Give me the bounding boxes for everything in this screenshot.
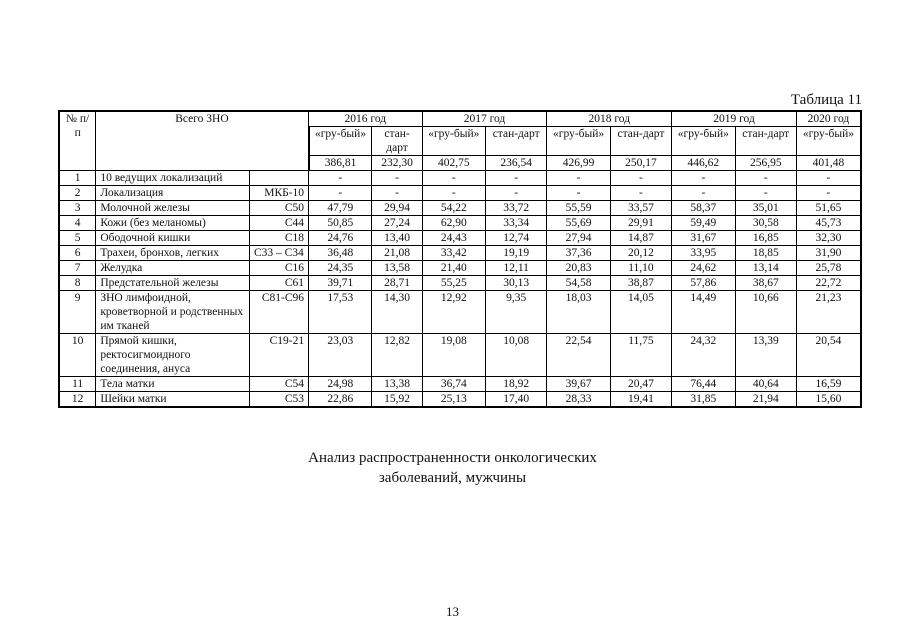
row-value: 62,90 [422, 216, 485, 231]
row-value: 47,79 [309, 201, 372, 216]
total-cell: 446,62 [672, 156, 735, 171]
row-value: 14,87 [610, 231, 671, 246]
row-value: 24,62 [672, 261, 735, 276]
row-value: 39,67 [547, 377, 610, 392]
row-value: 59,49 [672, 216, 735, 231]
row-value: 19,41 [610, 392, 671, 408]
row-localization: Тела матки [96, 377, 249, 392]
row-value: 31,67 [672, 231, 735, 246]
row-icd10-code: С44 [249, 216, 308, 231]
row-value: 29,91 [610, 216, 671, 231]
row-value: 31,90 [796, 246, 861, 261]
row-icd10-code: С19-21 [249, 334, 308, 377]
row-number: 2 [59, 186, 96, 201]
row-value: 45,73 [796, 216, 861, 231]
row-value: - [610, 171, 671, 186]
subheader-standard: стан-дарт [610, 127, 671, 156]
subheader-crude: «гру-бый» [547, 127, 610, 156]
row-value: 10,08 [486, 334, 547, 377]
row-value: - [309, 171, 372, 186]
row-value: - [672, 186, 735, 201]
table-row [59, 334, 861, 377]
row-value: 28,33 [547, 392, 610, 408]
row-value: 33,34 [486, 216, 547, 231]
row-icd10-code: С61 [249, 276, 308, 291]
row-value: 54,58 [547, 276, 610, 291]
row-value: 24,76 [309, 231, 372, 246]
row-value: - [796, 186, 861, 201]
row-value: 21,08 [372, 246, 422, 261]
total-cell: 256,95 [735, 156, 796, 171]
row-value: 14,49 [672, 291, 735, 334]
total-cell: 426,99 [547, 156, 610, 171]
total-cell: 386,81 [309, 156, 372, 171]
header-years-row [59, 111, 861, 127]
row-value: 24,43 [422, 231, 485, 246]
table-row [59, 231, 861, 246]
row-value: 39,71 [309, 276, 372, 291]
row-value: 27,24 [372, 216, 422, 231]
row-value: 51,65 [796, 201, 861, 216]
row-value: 21,40 [422, 261, 485, 276]
row-value: 27,94 [547, 231, 610, 246]
total-cell: 232,30 [372, 156, 422, 171]
incidence-table [58, 110, 862, 408]
total-cell: 402,75 [422, 156, 485, 171]
table-row [59, 377, 861, 392]
row-value: - [547, 171, 610, 186]
row-value: 18,92 [486, 377, 547, 392]
row-value: 20,12 [610, 246, 671, 261]
subheader-crude: «гру-бый» [309, 127, 372, 156]
row-value: 20,54 [796, 334, 861, 377]
row-localization: Трахеи, бронхов, легких [96, 246, 249, 261]
row-value: - [796, 171, 861, 186]
table-row [59, 171, 861, 186]
row-number: 4 [59, 216, 96, 231]
row-value: 10,66 [735, 291, 796, 334]
row-value: 40,64 [735, 377, 796, 392]
year-2018: 2018 год [547, 111, 672, 127]
row-icd10-code: С18 [249, 231, 308, 246]
table-row [59, 201, 861, 216]
row-value: 17,53 [309, 291, 372, 334]
subheader-crude: «гру-бый» [796, 127, 861, 156]
row-value: 25,78 [796, 261, 861, 276]
row-number: 7 [59, 261, 96, 276]
year-2019: 2019 год [672, 111, 797, 127]
row-number: 10 [59, 334, 96, 377]
row-icd10-code: С50 [249, 201, 308, 216]
row-value: 32,30 [796, 231, 861, 246]
row-value: 13,40 [372, 231, 422, 246]
row-localization: ЗНО лимфоидной, кроветворной и родственных им тканей [96, 291, 249, 334]
row-value: 12,11 [486, 261, 547, 276]
section-title-line1: Анализ распространенности онкологических [308, 450, 597, 466]
row-number: 9 [59, 291, 96, 334]
row-value: - [486, 186, 547, 201]
row-value: 38,87 [610, 276, 671, 291]
row-value: 50,85 [309, 216, 372, 231]
row-value: - [547, 186, 610, 201]
table-row [59, 246, 861, 261]
row-value: 22,86 [309, 392, 372, 408]
subheader-crude: «гру-бый» [422, 127, 485, 156]
row-value: - [735, 171, 796, 186]
row-icd10-code: С33 – С34 [249, 246, 308, 261]
table-caption: Таблица 11 [790, 92, 862, 108]
row-localization: Ободочной кишки [96, 231, 249, 246]
row-value: 30,58 [735, 216, 796, 231]
row-value: - [372, 186, 422, 201]
row-icd10-code [249, 171, 308, 186]
row-value: 38,67 [735, 276, 796, 291]
row-value: 33,72 [486, 201, 547, 216]
row-value: 18,85 [735, 246, 796, 261]
row-icd10-code: С54 [249, 377, 308, 392]
row-value: 25,13 [422, 392, 485, 408]
row-value: 22,72 [796, 276, 861, 291]
row-value: 31,85 [672, 392, 735, 408]
row-value: - [422, 171, 485, 186]
total-cell: 250,17 [610, 156, 671, 171]
year-2016: 2016 год [309, 111, 423, 127]
row-value: 17,40 [486, 392, 547, 408]
row-number: 11 [59, 377, 96, 392]
row-value: 12,74 [486, 231, 547, 246]
row-number: 6 [59, 246, 96, 261]
row-value: 29,94 [372, 201, 422, 216]
row-value: 57,86 [672, 276, 735, 291]
row-value: 21,23 [796, 291, 861, 334]
row-icd10-code: С81-С96 [249, 291, 308, 334]
row-value: - [422, 186, 485, 201]
row-localization: Предстательной железы [96, 276, 249, 291]
row-value: 19,08 [422, 334, 485, 377]
subheader-standard: стан-дарт [735, 127, 796, 156]
row-icd10-code: С16 [249, 261, 308, 276]
year-2020: 2020 год [796, 111, 861, 127]
total-cell: 401,48 [796, 156, 861, 171]
row-value: 15,92 [372, 392, 422, 408]
row-value: 9,35 [486, 291, 547, 334]
row-value: 21,94 [735, 392, 796, 408]
row-value: 28,71 [372, 276, 422, 291]
row-localization: Прямой кишки, ректосигмоидного соединения, ануса [96, 334, 249, 377]
row-value: - [672, 171, 735, 186]
row-number: 3 [59, 201, 96, 216]
row-number: 5 [59, 231, 96, 246]
row-localization: Локализация [96, 186, 249, 201]
row-value: 14,30 [372, 291, 422, 334]
row-value: 55,69 [547, 216, 610, 231]
row-value: 12,92 [422, 291, 485, 334]
row-value: 54,22 [422, 201, 485, 216]
subheader-crude: «гру-бый» [672, 127, 735, 156]
row-value: 37,36 [547, 246, 610, 261]
section-title-line2: заболеваний, мужчины [378, 470, 527, 486]
row-value: 36,74 [422, 377, 485, 392]
table-row [59, 291, 861, 334]
row-value: 12,82 [372, 334, 422, 377]
row-value: 16,85 [735, 231, 796, 246]
total-cell: 236,54 [486, 156, 547, 171]
row-value: 33,57 [610, 201, 671, 216]
row-localization: Шейки матки [96, 392, 249, 408]
row-value: 24,35 [309, 261, 372, 276]
row-localization: Желудка [96, 261, 249, 276]
row-value: 22,54 [547, 334, 610, 377]
row-value: 33,95 [672, 246, 735, 261]
row-value: 19,19 [486, 246, 547, 261]
table-row [59, 261, 861, 276]
table-row [59, 186, 861, 201]
table-row [59, 392, 861, 408]
row-value: 35,01 [735, 201, 796, 216]
row-value: 30,13 [486, 276, 547, 291]
subheader-standard: стан-дарт [486, 127, 547, 156]
row-value: 36,48 [309, 246, 372, 261]
row-value: 24,98 [309, 377, 372, 392]
row-value: 58,37 [672, 201, 735, 216]
row-value: 24,32 [672, 334, 735, 377]
row-value: 11,10 [610, 261, 671, 276]
year-2017: 2017 год [422, 111, 547, 127]
row-value: 76,44 [672, 377, 735, 392]
header-name-cell: Всего ЗНО [96, 111, 309, 171]
row-icd10-code: С53 [249, 392, 308, 408]
page-number: 13 [446, 604, 459, 619]
row-value: 23,03 [309, 334, 372, 377]
row-value: - [309, 186, 372, 201]
row-value: 14,05 [610, 291, 671, 334]
header-num-cell: № п/п [59, 111, 96, 171]
row-value: 13,38 [372, 377, 422, 392]
row-number: 1 [59, 171, 96, 186]
row-value: - [486, 171, 547, 186]
row-value: 15,60 [796, 392, 861, 408]
row-localization: Кожи (без меланомы) [96, 216, 249, 231]
row-value: 20,47 [610, 377, 671, 392]
table-row [59, 216, 861, 231]
row-value: 18,03 [547, 291, 610, 334]
table-row [59, 276, 861, 291]
row-number: 8 [59, 276, 96, 291]
row-value: 13,14 [735, 261, 796, 276]
row-value: 20,83 [547, 261, 610, 276]
row-localization: 10 ведущих локализаций [96, 171, 249, 186]
row-number: 12 [59, 392, 96, 408]
row-value: 55,59 [547, 201, 610, 216]
row-value: 16,59 [796, 377, 861, 392]
row-value: - [735, 186, 796, 201]
section-title [0, 448, 905, 488]
row-value: 13,39 [735, 334, 796, 377]
row-localization: Молочной железы [96, 201, 249, 216]
row-value: 11,75 [610, 334, 671, 377]
row-value: 55,25 [422, 276, 485, 291]
row-value: - [610, 186, 671, 201]
row-value: - [372, 171, 422, 186]
row-value: 13,58 [372, 261, 422, 276]
subheader-standard: стан-дарт [372, 127, 422, 156]
row-icd10-code: МКБ-10 [249, 186, 308, 201]
row-value: 33,42 [422, 246, 485, 261]
